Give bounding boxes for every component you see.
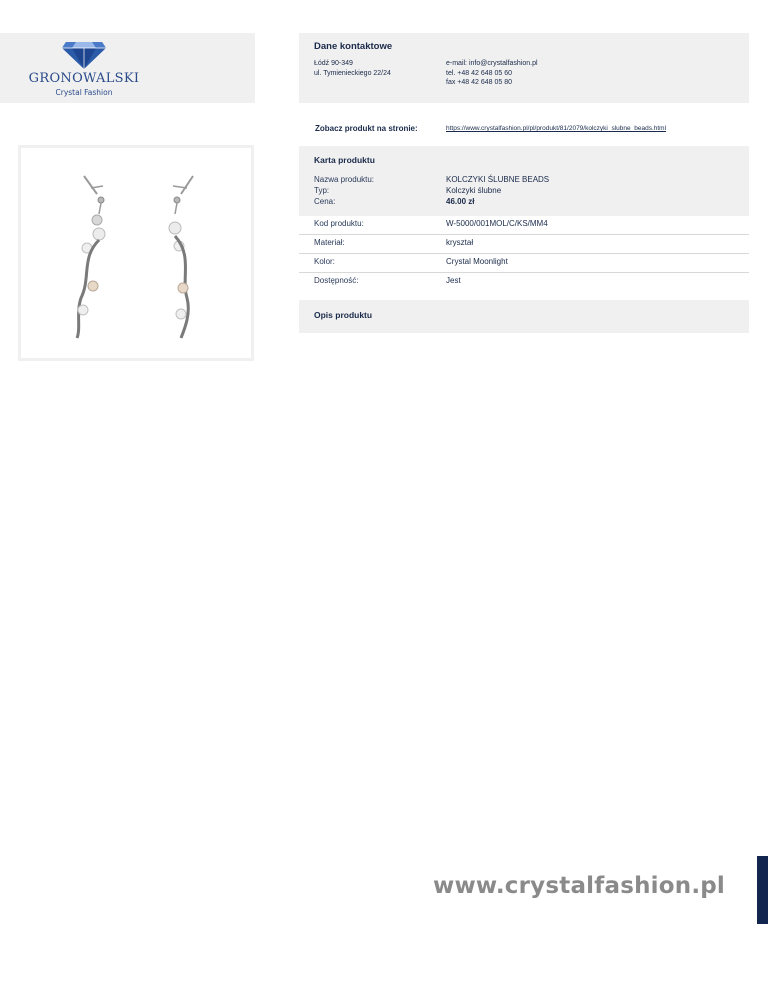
product-type: Kolczyki ślubne [446,186,502,195]
brand-subtitle: Crystal Fashion [55,88,113,97]
attribute-label: Kolor: [314,257,335,266]
product-card-title: Karta produktu [314,155,375,165]
left-earring [77,176,105,338]
attribute-value: W-5000/001MOL/C/KS/MM4 [446,219,548,228]
contact-email[interactable]: e-mail: info@crystalfashion.pl [446,60,538,67]
address-street: ul. Tymienieckiego 22/24 [314,69,391,77]
contact-channels [446,59,538,88]
product-name: KOLCZYKI ŚLUBNE BEADS [446,175,550,184]
product-photo [18,145,254,361]
contact-section [299,33,749,103]
attribute-label: Dostępność: [314,276,359,285]
attribute-label: Materiał: [314,238,345,247]
footer-website: www.crystalfashion.pl [433,873,726,899]
attribute-row [299,234,749,254]
name-label: Nazwa produktu: [314,175,375,184]
attribute-value: Jest [446,276,461,285]
description-title: Opis produktu [314,310,373,320]
footer-accent-bar [757,856,768,924]
contact-fax: fax +48 42 648 05 80 [446,79,512,86]
contact-address [314,59,391,78]
attribute-row [299,215,749,235]
attribute-value: kryształ [446,238,474,247]
attribute-row [299,253,749,273]
diamond-icon [60,38,108,70]
address-city: Łódź 90-349 [314,60,353,67]
see-on-site-label: Zobacz produkt na stronie: [315,124,418,133]
attribute-row [299,272,749,291]
price-label: Cena: [314,197,336,206]
product-card [299,146,749,216]
product-url-link[interactable]: https://www.crystalfashion.pl/pl/produkt/81/2079/kolczyki_slubne_beads.html [446,125,667,132]
product-card-values [446,174,549,207]
earrings-image [21,148,251,358]
attribute-value: Crystal Moonlight [446,257,508,266]
brand-name: GRONOWALSKI [28,71,140,86]
contact-title: Dane kontaktowe [314,41,393,52]
type-label: Typ: [314,186,330,195]
brand-logo [0,33,255,103]
attribute-label: Kod produktu: [314,219,364,228]
right-earring [169,176,193,338]
product-price: 46.00 zł [446,197,475,206]
contact-phone: tel. +48 42 648 05 60 [446,69,512,77]
description-section [299,300,749,333]
product-card-labels [314,174,374,207]
